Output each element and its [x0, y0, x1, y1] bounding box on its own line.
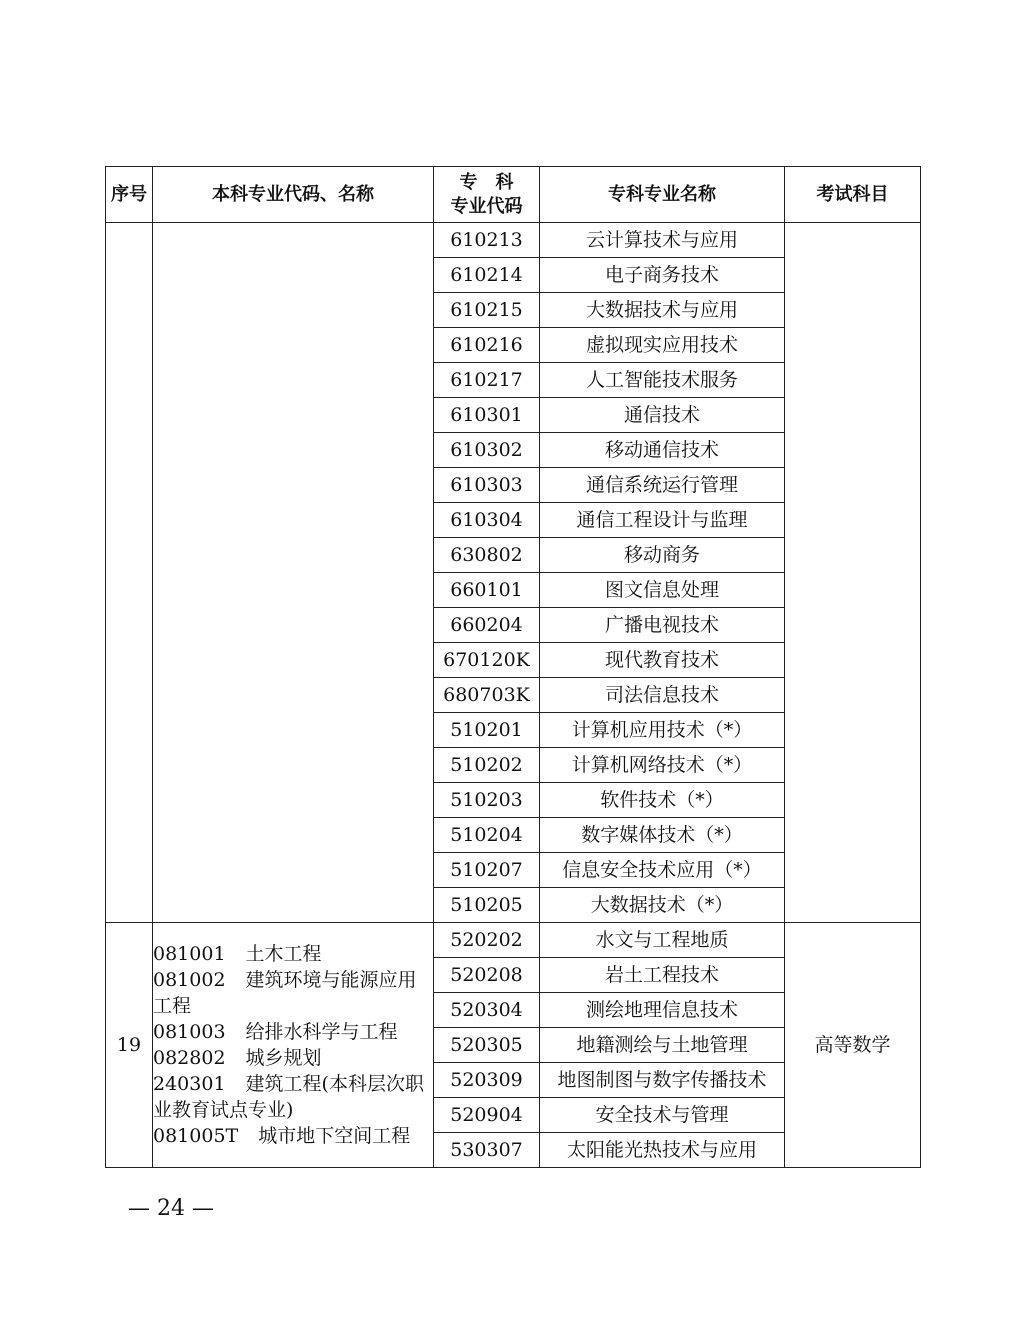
major-code-cell: 520202: [434, 923, 540, 958]
header-seq: 序号: [106, 167, 153, 223]
major-name-cell: 安全技术与管理: [540, 1098, 785, 1133]
header-subject: 考试科目: [785, 167, 921, 223]
major-name-cell: 移动商务: [540, 538, 785, 573]
major-code-cell: 610301: [434, 398, 540, 433]
major-code-cell: 610304: [434, 503, 540, 538]
major-name-cell: 通信工程设计与监理: [540, 503, 785, 538]
header-code: [434, 167, 540, 223]
major-name-cell: 移动通信技术: [540, 433, 785, 468]
major-name-cell: 通信系统运行管理: [540, 468, 785, 503]
undergrad-major-name: 土木工程: [245, 943, 322, 965]
undergrad-major-item: [153, 1045, 433, 1071]
major-name-cell: 软件技术（*）: [540, 783, 785, 818]
undergrad-major-code: 081003: [153, 1021, 226, 1043]
undergrad-major-item: [153, 1123, 433, 1149]
major-name-cell: 水文与工程地质: [540, 923, 785, 958]
header-major-name: 专科专业名称: [540, 167, 785, 223]
undergrad-major-name: 建筑环境与能源应用工程: [153, 969, 417, 1017]
major-code-cell: 610216: [434, 328, 540, 363]
undergrad-major-item: [153, 1019, 433, 1045]
major-code-cell: 510201: [434, 713, 540, 748]
major-name-cell: 现代教育技术: [540, 643, 785, 678]
major-code-cell: 630802: [434, 538, 540, 573]
major-code-cell: 520305: [434, 1028, 540, 1063]
major-name-cell: 云计算技术与应用: [540, 223, 785, 258]
major-name-cell: 地图制图与数字传播技术: [540, 1063, 785, 1098]
major-code-cell: 510204: [434, 818, 540, 853]
undergrad-major-item: [153, 941, 433, 967]
undergrad-major-code: 082802: [153, 1047, 226, 1069]
major-name-cell: 数字媒体技术（*）: [540, 818, 785, 853]
major-code-cell: 610213: [434, 223, 540, 258]
major-name-cell: 大数据技术与应用: [540, 293, 785, 328]
major-code-cell: 520304: [434, 993, 540, 1028]
undergrad-major-item: [153, 967, 433, 1019]
major-code-cell: 610302: [434, 433, 540, 468]
major-name-cell: 太阳能光热技术与应用: [540, 1133, 785, 1168]
major-code-cell: 520309: [434, 1063, 540, 1098]
undergrad-major-name: 给排水科学与工程: [245, 1021, 398, 1043]
page-number: — 24 —: [128, 1196, 214, 1221]
major-code-cell: 670120K: [434, 643, 540, 678]
major-code-cell: 520904: [434, 1098, 540, 1133]
major-name-cell: 大数据技术（*）: [540, 888, 785, 923]
major-name-cell: 通信技术: [540, 398, 785, 433]
undergrad-major-code: 081005T: [153, 1125, 239, 1147]
undergrad-major-item: [153, 1071, 433, 1123]
major-name-cell: 司法信息技术: [540, 678, 785, 713]
table-row: [106, 223, 921, 258]
header-code-line1: 专 科: [459, 171, 514, 193]
major-code-cell: 660101: [434, 573, 540, 608]
undergrad-major-name: 城市地下空间工程: [258, 1125, 411, 1147]
undergrad-major-code: 081001: [153, 943, 226, 965]
major-code-cell: 530307: [434, 1133, 540, 1168]
major-name-cell: 岩土工程技术: [540, 958, 785, 993]
major-name-cell: 电子商务技术: [540, 258, 785, 293]
major-code-cell: 610215: [434, 293, 540, 328]
table-row: [106, 923, 921, 958]
major-code-cell: 680703K: [434, 678, 540, 713]
major-name-cell: 地籍测绘与土地管理: [540, 1028, 785, 1063]
undergrad-major-code: 240301: [153, 1073, 226, 1095]
majors-table: [105, 166, 921, 1168]
major-name-cell: 计算机网络技术（*）: [540, 748, 785, 783]
seq-cell: 19: [106, 923, 153, 1168]
undergrad-major-code: 081002: [153, 969, 226, 991]
major-name-cell: 广播电视技术: [540, 608, 785, 643]
major-name-cell: 图文信息处理: [540, 573, 785, 608]
undergrad-major-name: 建筑工程(本科层次职业教育试点专业): [153, 1073, 424, 1121]
exam-subject-cell: [785, 223, 921, 923]
major-name-cell: 计算机应用技术（*）: [540, 713, 785, 748]
major-code-cell: 610214: [434, 258, 540, 293]
exam-subject-cell: 高等数学: [785, 923, 921, 1168]
header-row: [106, 167, 921, 223]
major-name-cell: 虚拟现实应用技术: [540, 328, 785, 363]
major-code-cell: 510205: [434, 888, 540, 923]
undergrad-majors-cell: [153, 923, 434, 1168]
major-code-cell: 510207: [434, 853, 540, 888]
major-name-cell: 测绘地理信息技术: [540, 993, 785, 1028]
major-code-cell: 610303: [434, 468, 540, 503]
undergrad-major-name: 城乡规划: [245, 1047, 322, 1069]
major-name-cell: 信息安全技术应用（*）: [540, 853, 785, 888]
major-code-cell: 660204: [434, 608, 540, 643]
major-code-cell: 510203: [434, 783, 540, 818]
major-code-cell: 510202: [434, 748, 540, 783]
header-undergrad-major: 本科专业代码、名称: [153, 167, 434, 223]
header-code-line2: 专业代码: [450, 195, 523, 217]
seq-cell: [106, 223, 153, 923]
undergrad-majors-cell: [153, 223, 434, 923]
major-code-cell: 520208: [434, 958, 540, 993]
major-code-cell: 610217: [434, 363, 540, 398]
major-name-cell: 人工智能技术服务: [540, 363, 785, 398]
